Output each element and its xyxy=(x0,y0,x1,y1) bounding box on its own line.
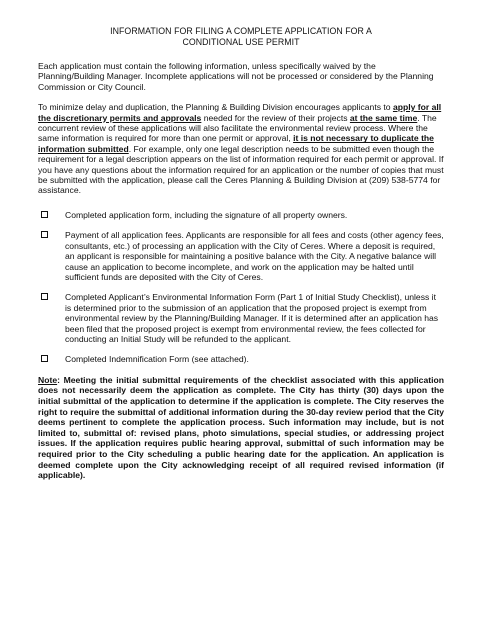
checkbox-fees[interactable] xyxy=(41,231,48,238)
checklist-item-text: Completed Indemnification Form (see attached). xyxy=(65,354,249,365)
requirements-checklist xyxy=(38,210,444,365)
checkbox-application-form[interactable] xyxy=(41,211,48,218)
para2-emphasis-3: it is not necessary to duplicate the information submitted xyxy=(38,133,434,154)
checkbox-indemnification-form[interactable] xyxy=(41,355,48,362)
document-title xyxy=(38,26,444,48)
checklist-item-indemnification-form xyxy=(38,354,444,364)
note-paragraph xyxy=(38,375,444,481)
title-line-2: CONDITIONAL USE PERMIT xyxy=(182,37,300,47)
checklist-item-environmental-form xyxy=(38,292,444,344)
checklist-item-text: Completed application form, including the signature of all property owners. xyxy=(65,209,348,220)
para2-text-3: . The concurrent review of these applications will also facilitate the environmental review process. Where the same information is required for more than one permit or approval, xyxy=(38,112,437,144)
checklist-item-text: Payment of all application fees. Applicants are responsible for all fees and costs (other agency fees, consultants, etc.) of processing an application with the City of Ceres. Where a deposit is required, an applicant is responsible for maintaining a positive balance with the City. A negative balance will cause an application to become incomplete, and work on the application may be halted until sufficient funds are deposited with the City of Ceres. xyxy=(65,230,444,282)
note-label: Note xyxy=(38,374,58,385)
para2-text-4: . For example, only one legal description needs to be submitted even though the requirement for a legal description appears on the list of information required for each permit or approval. If you have any questions about the information required for an application or the number of copies that must be submitted with the application, please call the Ceres Planning & Building Division at (209) 538-5774 for assistance. xyxy=(38,143,444,196)
checklist-item-text: Completed Applicant’s Environmental Information Form (Part 1 of Initial Study Checklist), unless it is determined prior to the submission of an application that the proposed project is exempt from environmental review by the Planning/Building Manager. If it is determined after an application has been filed that the proposed project is exempt from environmental review, the fees collected for conducting an Initial Study will be refunded to the applicant. xyxy=(65,292,439,344)
checklist-item-fees xyxy=(38,230,444,282)
title-line-1: INFORMATION FOR FILING A COMPLETE APPLICATION FOR A xyxy=(110,26,372,36)
concurrent-review-paragraph xyxy=(38,102,444,196)
para2-text-2: needed for the review of their projects xyxy=(201,112,350,123)
intro-paragraph: Each application must contain the following information, unless specifically waived by the Planning/Building Manager. Incomplete applications will not be processed or considered by the Planning Commission or City Council. xyxy=(38,61,434,92)
note-text: : Meeting the initial submittal requirements of the checklist associated with this application does not necessarily deem the application as complete. The City has thirty (30) days upon the initial submittal of the application to determine if the application is complete. The City reserves the right to require the submittal of additional information during the 30-day review period that the City deems pertinent to complete the application process. Such information may include, but is not limited to, submittal of: revised plans, photo simulations, special studies, or addressing project issues. If the application requires public hearing approval, submittal of such information may be required prior to the City scheduling a public hearing date for the application. An application is deemed complete upon the City acknowledging receipt of all required revised information (if applicable). xyxy=(38,374,444,481)
para2-emphasis-2: at the same time xyxy=(349,112,418,123)
para2-emphasis-1: apply for all the discretionary permits and approvals xyxy=(38,102,442,123)
checkbox-environmental-form[interactable] xyxy=(41,293,48,300)
checklist-item-application-form xyxy=(38,210,444,220)
para2-text-1: To minimize delay and duplication, the Planning & Building Division encourages applicants to xyxy=(38,102,393,113)
